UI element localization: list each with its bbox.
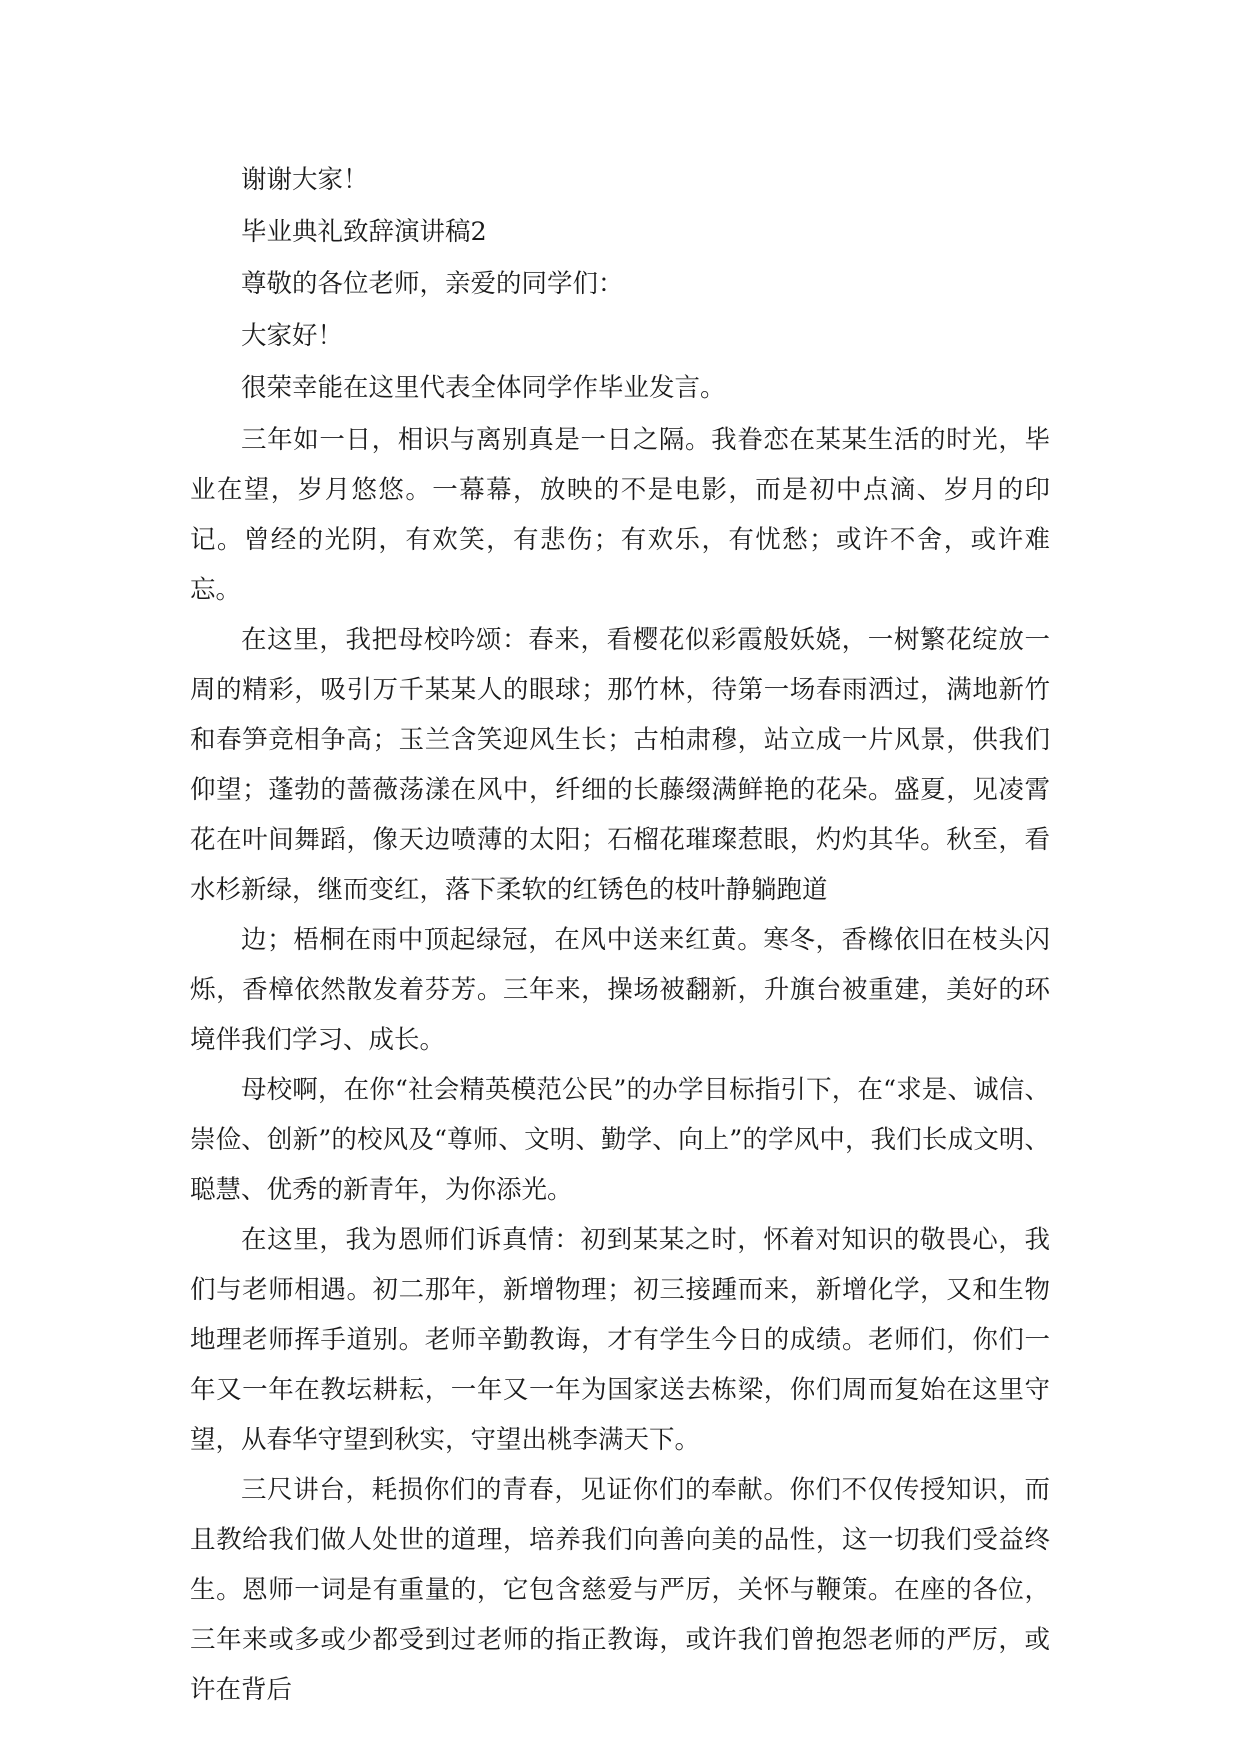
paragraph: 三尺讲台，耗损你们的青春，见证你们的奉献。你们不仅传授知识，而且教给我们做人处世的道理，培养我们向善向美的品性，这一切我们受益终生。恩师一词是有重量的，它包含慈爱与严厉，关怀与鞭策。在座的各位，三年来或多或少都受到过老师的指正教诲，或许我们曾抱怨老师的严厉，或许在背后 bbox=[190, 1475, 1050, 1705]
paragraph: 边；梧桐在雨中顶起绿冠，在风中送来红黄。寒冬，香橼依旧在枝头闪烁，香樟依然散发着芬芳。三年来，操场被翻新，升旗台被重建，美好的环境伴我们学习、成长。 bbox=[190, 925, 1050, 1055]
paragraph: 很荣幸能在这里代表全体同学作毕业发言。 bbox=[241, 373, 726, 403]
greeting: 大家好！ bbox=[241, 321, 344, 351]
paragraph: 三年如一日，相识与离别真是一日之隔。我眷恋在某某生活的时光，毕业在望，岁月悠悠。一幕幕，放映的不是电影，而是初中点滴、岁月的印记。曾经的光阴，有欢笑，有悲伤；有欢乐，有忧愁；或许不舍，或许难忘。 bbox=[190, 425, 1050, 605]
paragraph: 在这里，我为恩师们诉真情：初到某某之时，怀着对知识的敬畏心，我们与老师相遇。初二那年，新增物理；初三接踵而来，新增化学，又和生物地理老师挥手道别。老师辛勤教诲，才有学生今日的成绩。老师们，你们一年又一年在教坛耕耘，一年又一年为国家送去栋梁，你们周而复始在这里守望，从春华守望到秋实，守望出桃李满天下。 bbox=[190, 1225, 1050, 1455]
closing-line: 谢谢大家！ bbox=[241, 165, 369, 195]
document-body bbox=[190, 155, 1050, 1715]
paragraph: 在这里，我把母校吟颂：春来，看樱花似彩霞般妖娆，一树繁花绽放一周的精彩，吸引万千某某人的眼球；那竹林，待第一场春雨洒过，满地新竹和春笋竞相争高；玉兰含笑迎风生长；古柏肃穆，站立成一片风景，供我们仰望；蓬勃的蔷薇荡漾在风中，纤细的长藤缀满鲜艳的花朵。盛夏，见凌霄花在叶间舞蹈，像天边喷薄的太阳；石榴花璀璨惹眼，灼灼其华。秋至，看水杉新绿，继而变红，落下柔软的红锈色的枝叶静躺跑道 bbox=[190, 625, 1050, 905]
paragraph: 母校啊，在你“社会精英模范公民”的办学目标指引下，在“求是、诚信、崇俭、创新”的校风及“尊师、文明、勤学、向上”的学风中，我们长成文明、聪慧、优秀的新青年，为你添光。 bbox=[190, 1075, 1050, 1205]
speech-title: 毕业典礼致辞演讲稿2 bbox=[241, 217, 487, 247]
salutation: 尊敬的各位老师，亲爱的同学们： bbox=[241, 269, 624, 299]
